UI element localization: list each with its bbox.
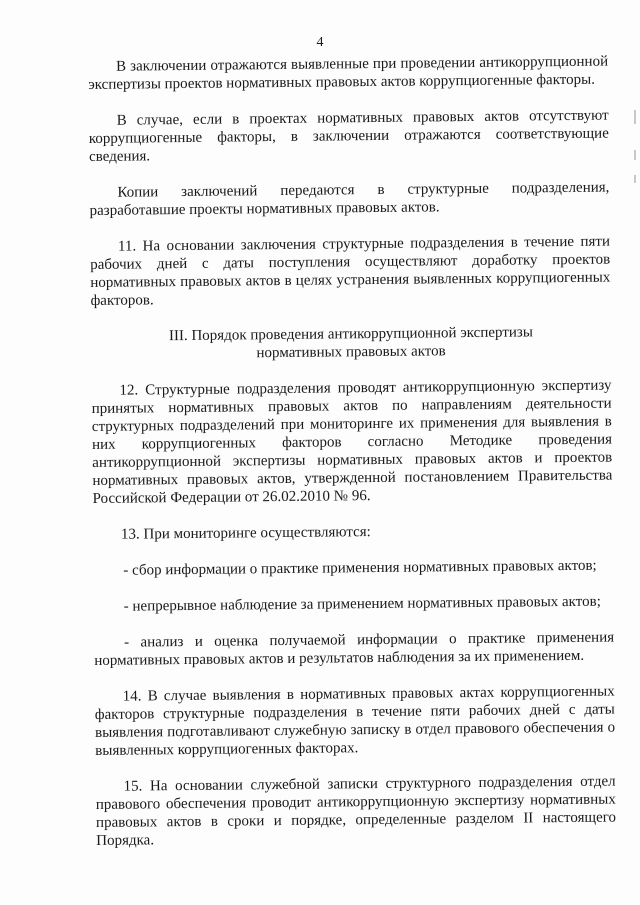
paragraph-item-15: 15. На основании служебной записки структурного подразделения отдел правового обеспечения проводит антикоррупционную экспертизу нормативных правовых актов в сроки и порядке, определенные разделом II настоящего Порядка. <box>95 773 617 849</box>
paragraph-conclusion-factors: В заключении отражаются выявленные при проведении антикоррупционной экспертизы проектов нормативных правовых актов коррупциогенные факторы. <box>88 53 609 93</box>
scan-artifact <box>634 175 636 183</box>
paragraph-item-11: 11. На основании заключения структурные подразделения в течение пяти рабочих дней с даты поступления осуществляют доработку проектов нормативных правовых актов в целях устранения выявленных коррупциогенных факторов. <box>90 233 611 309</box>
paragraph-item-13: 13. При мониторинге осуществляются: <box>120 524 371 543</box>
paragraph-item-14: 14. В случае выявления в нормативных правовых актах коррупциогенных факторов структурные подразделения в течение пяти рабочих дней с даты выявления подготавливают служебную записку в отдел правового обеспечения о выявленных коррупциогенных факторах. <box>94 683 616 759</box>
section-heading-line-2: нормативных правовых актов <box>256 343 446 362</box>
paragraph-no-factors: В случае, если в проектах нормативных правовых актов отсутствуют коррупциогенные факторы, в заключении отражаются соответствующие сведения. <box>88 107 609 165</box>
scan-artifact <box>634 110 636 124</box>
scan-artifact <box>634 150 636 160</box>
page-number: 4 <box>316 35 324 50</box>
paragraph-copies: Копии заключений передаются в структурные подразделения, разработавшие проекты нормативных правовых актов. <box>89 179 610 219</box>
section-heading <box>91 323 611 364</box>
list-item-analysis: - анализ и оценка получаемой информации о практике применения нормативных правовых актов и результатов наблюдения за их применением. <box>94 629 615 669</box>
document-body <box>88 53 616 868</box>
list-item-collection: - сбор информации о практике применения нормативных правовых актов; <box>123 557 597 579</box>
section-heading-line-1: III. Порядок проведения антикоррупционной экспертизы <box>168 324 533 345</box>
paragraph-item-12: 12. Структурные подразделения проводят антикоррупционную экспертизу принятых нормативных правовых актов по направлениям деятельности структурных подразделений при мониторинге их применения для выявления в них коррупциогенных факторов согласно Методике проведения антикоррупционной экспертизы нормативных правовых актов и проектов нормативных правовых актов, утвержденной постановлением Правительства Российской Федерации от 26.02.2010 № 96. <box>91 377 613 507</box>
list-item-observation: - непрерывное наблюдение за применением нормативных правовых актов; <box>123 593 601 615</box>
